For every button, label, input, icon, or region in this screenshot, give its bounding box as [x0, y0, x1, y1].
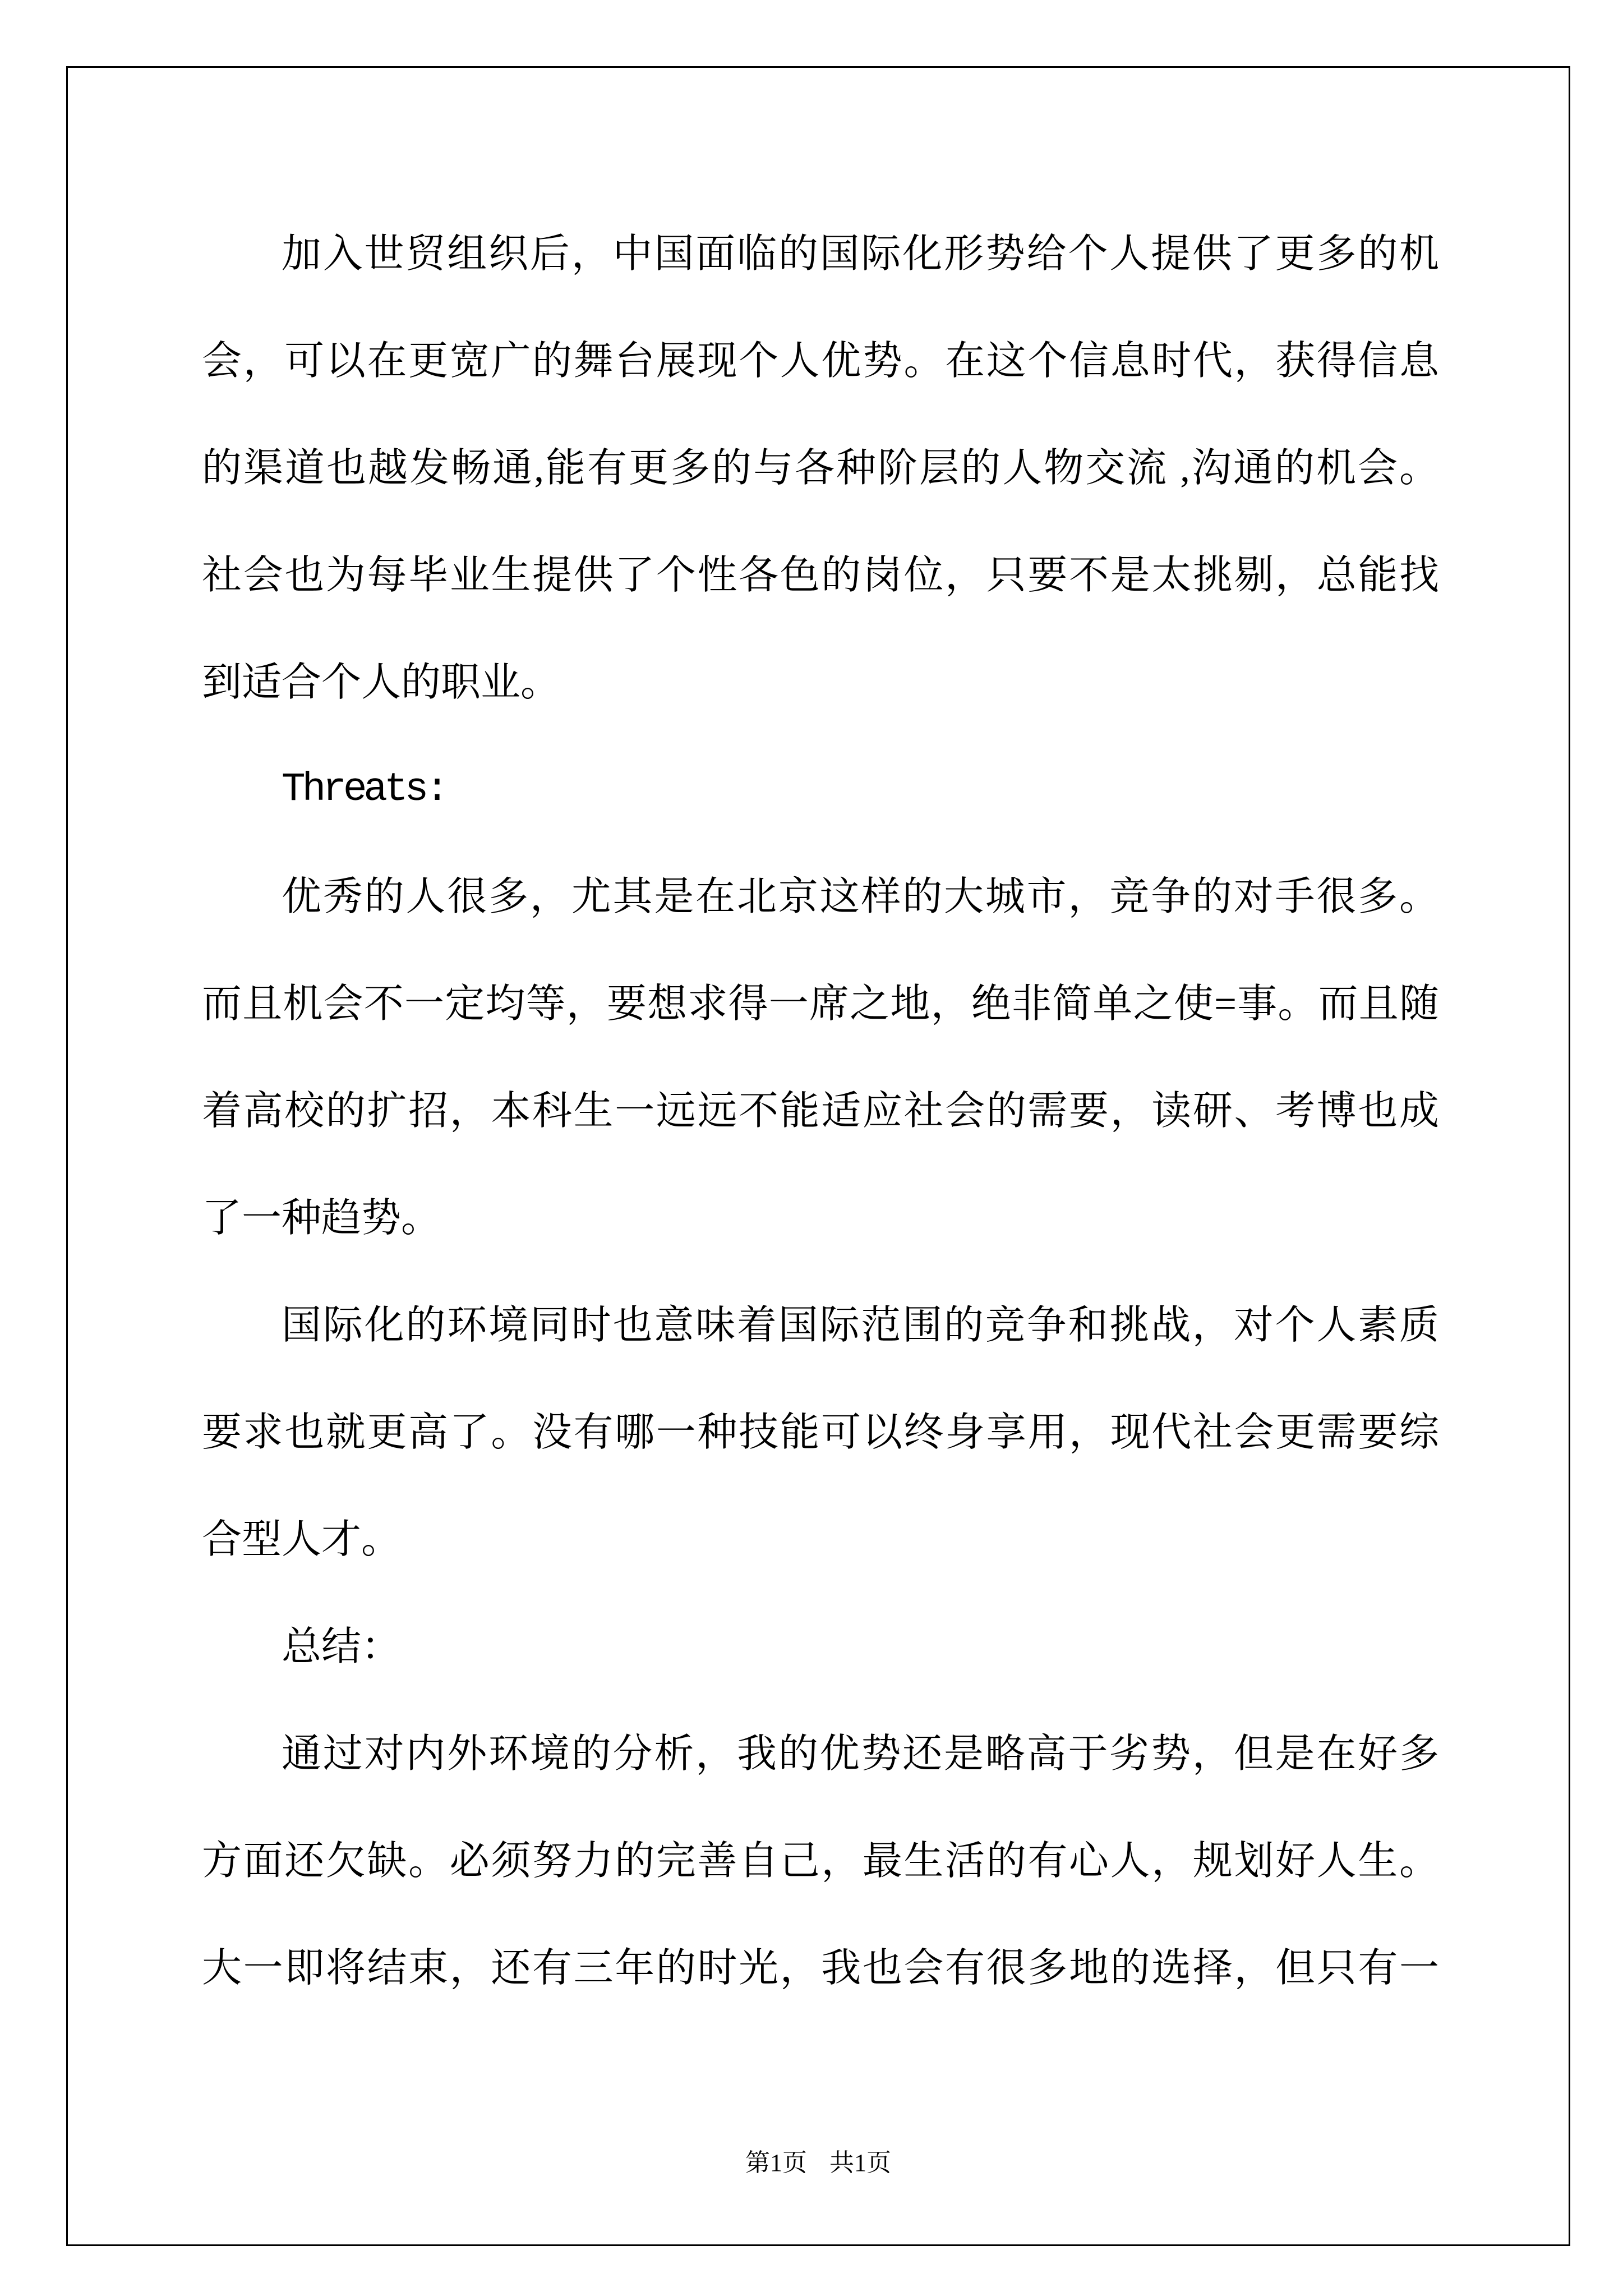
text-line: 到适合个人的职业。: [202, 661, 561, 705]
page-number: 第1页: [745, 2149, 807, 2177]
section-heading: Threats:: [282, 767, 446, 812]
text-line: 方面还欠缺。必须努力的完善自己，最生活的有心人，规划好人生。: [202, 1839, 1439, 1883]
text-line: 合型人才。: [202, 1518, 402, 1562]
text-line: 通过对内外环境的分析，我的优势还是略高于劣势，但是在好多: [282, 1732, 1439, 1776]
text-line: 了一种趋势。: [202, 1197, 441, 1240]
text-line: 会，可以在更宽广的舞台展现个人优势。在这个信息时代，获得信息: [202, 339, 1439, 383]
page-total: 共1页: [829, 2149, 891, 2177]
paragraph: [202, 1272, 1439, 1594]
paragraph: [202, 737, 1439, 844]
text-line: 优秀的人很多，尤其是在北京这样的大城市，竞争的对手很多。: [282, 875, 1439, 919]
page-footer: [66, 2146, 1570, 2180]
paragraph: [202, 844, 1439, 1272]
text-line: 的渠道也越发畅通,能有更多的与各种阶层的人物交流 ,沟通的机会。: [202, 447, 1439, 490]
document-body: [202, 201, 1439, 2022]
text-line: 国际化的环境同时也意味着国际范围的竞争和挑战，对个人素质: [282, 1304, 1439, 1347]
section-heading: 总结：: [282, 1625, 402, 1669]
paragraph: [202, 1594, 1439, 1701]
text-line: 着高校的扩招，本科生一远远不能适应社会的需要，读研、考博也成: [202, 1089, 1439, 1133]
paragraph: [202, 201, 1439, 737]
text-line: 社会也为每毕业生提供了个性各色的岗位，只要不是太挑剔，总能找: [202, 554, 1439, 597]
text-line: 加入世贸组织后，中国面临的国际化形势给个人提供了更多的机: [282, 232, 1439, 276]
text-line: 大一即将结束，还有三年的时光，我也会有很多地的选择，但只有一: [202, 1947, 1439, 1990]
text-line: 要求也就更高了。没有哪一种技能可以终身享用，现代社会更需要综: [202, 1411, 1439, 1455]
text-line: 而且机会不一定均等，要想求得一席之地，绝非简单之使=事。而且随: [202, 982, 1439, 1026]
paragraph: [202, 1701, 1439, 2022]
